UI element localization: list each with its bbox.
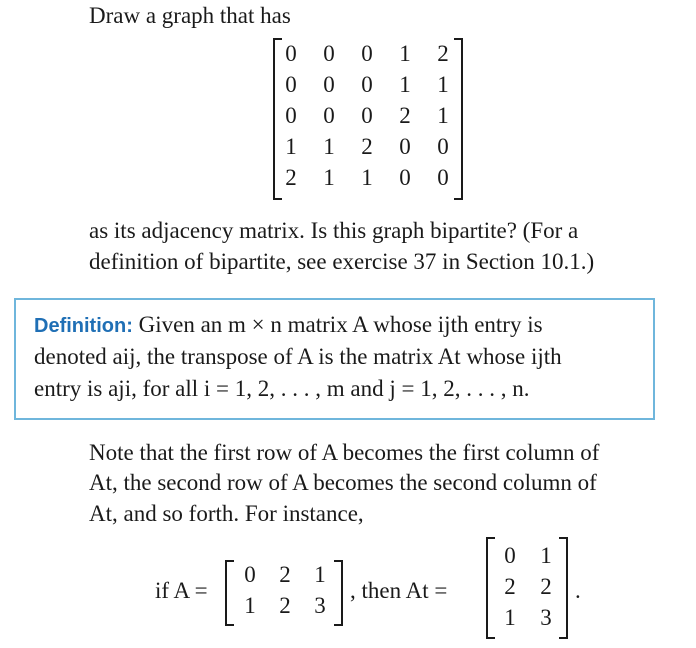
definition-box <box>14 298 655 420</box>
example-matrix-a <box>225 560 343 626</box>
matrix-cell: 2 <box>399 103 411 128</box>
matrix-cell: 1 <box>399 72 411 97</box>
matrix-cell: 0 <box>504 543 516 568</box>
example-matrix-at <box>486 537 568 639</box>
example-if-label: if A = <box>155 578 208 603</box>
matrix-cell: 1 <box>437 103 449 128</box>
matrix-cell: 2 <box>540 574 552 599</box>
definition-line-2: denoted aij, the transpose of A is the matrix At whose ijth <box>34 344 562 369</box>
matrix-cell: 0 <box>399 134 411 159</box>
exercise-intro: Draw a graph that has <box>89 3 291 28</box>
matrix-cell: 0 <box>285 103 297 128</box>
matrix-cell: 1 <box>540 543 552 568</box>
matrix-cell: 2 <box>279 562 291 587</box>
matrix-cell: 0 <box>361 41 373 66</box>
matrix-cell: 1 <box>504 605 516 630</box>
matrix-cell: 1 <box>314 562 326 587</box>
matrix-cell: 1 <box>361 165 373 190</box>
definition-line-1 <box>34 312 543 338</box>
matrix-cell: 0 <box>323 103 335 128</box>
right-bracket <box>334 560 343 626</box>
left-bracket <box>225 560 234 626</box>
left-bracket <box>486 537 495 639</box>
matrix-cell: 2 <box>361 134 373 159</box>
matrix-cell: 3 <box>540 605 552 630</box>
matrix-cell: 0 <box>399 165 411 190</box>
matrix-cell: 0 <box>323 72 335 97</box>
matrix-cell: 1 <box>399 41 411 66</box>
matrix-cell: 0 <box>437 134 449 159</box>
matrix-cell: 2 <box>285 165 297 190</box>
note-line-3: At, and so forth. For instance, <box>89 501 364 526</box>
matrix-cell: 1 <box>244 593 256 618</box>
matrix-cell: 0 <box>244 562 256 587</box>
matrix-cell: 3 <box>314 593 326 618</box>
matrix-cell: 1 <box>285 134 297 159</box>
matrix-cell: 2 <box>279 593 291 618</box>
example-then-label: , then At = <box>350 578 448 603</box>
matrix-cell: 0 <box>323 41 335 66</box>
note-line-1: Note that the first row of A becomes the first column of <box>89 440 600 465</box>
matrix-cell: 0 <box>285 72 297 97</box>
matrix-cell: 1 <box>323 134 335 159</box>
note-line-2: At, the second row of A becomes the second column of <box>89 470 597 495</box>
matrix-cell: 0 <box>361 103 373 128</box>
example-period: . <box>575 578 581 603</box>
matrix-cell: 1 <box>323 165 335 190</box>
adjacency-matrix <box>273 38 463 200</box>
definition-keyword: Definition: <box>34 315 133 337</box>
definition-line-3: entry is aji, for all i = 1, 2, . . . , m and j = 1, 2, . . . , n. <box>34 376 530 401</box>
matrix-cell: 2 <box>437 41 449 66</box>
question-line-1: as its adjacency matrix. Is this graph bipartite? (For a <box>89 218 579 243</box>
question-line-2: definition of bipartite, see exercise 37 in Section 10.1.) <box>89 249 595 274</box>
matrix-cell: 1 <box>437 72 449 97</box>
matrix-cell: 2 <box>504 574 516 599</box>
matrix-cell: 0 <box>437 165 449 190</box>
matrix-cell: 0 <box>361 72 373 97</box>
matrix-cell: 0 <box>285 41 297 66</box>
definition-text-1: Given an m × n matrix A whose ijth entry is <box>138 312 543 337</box>
